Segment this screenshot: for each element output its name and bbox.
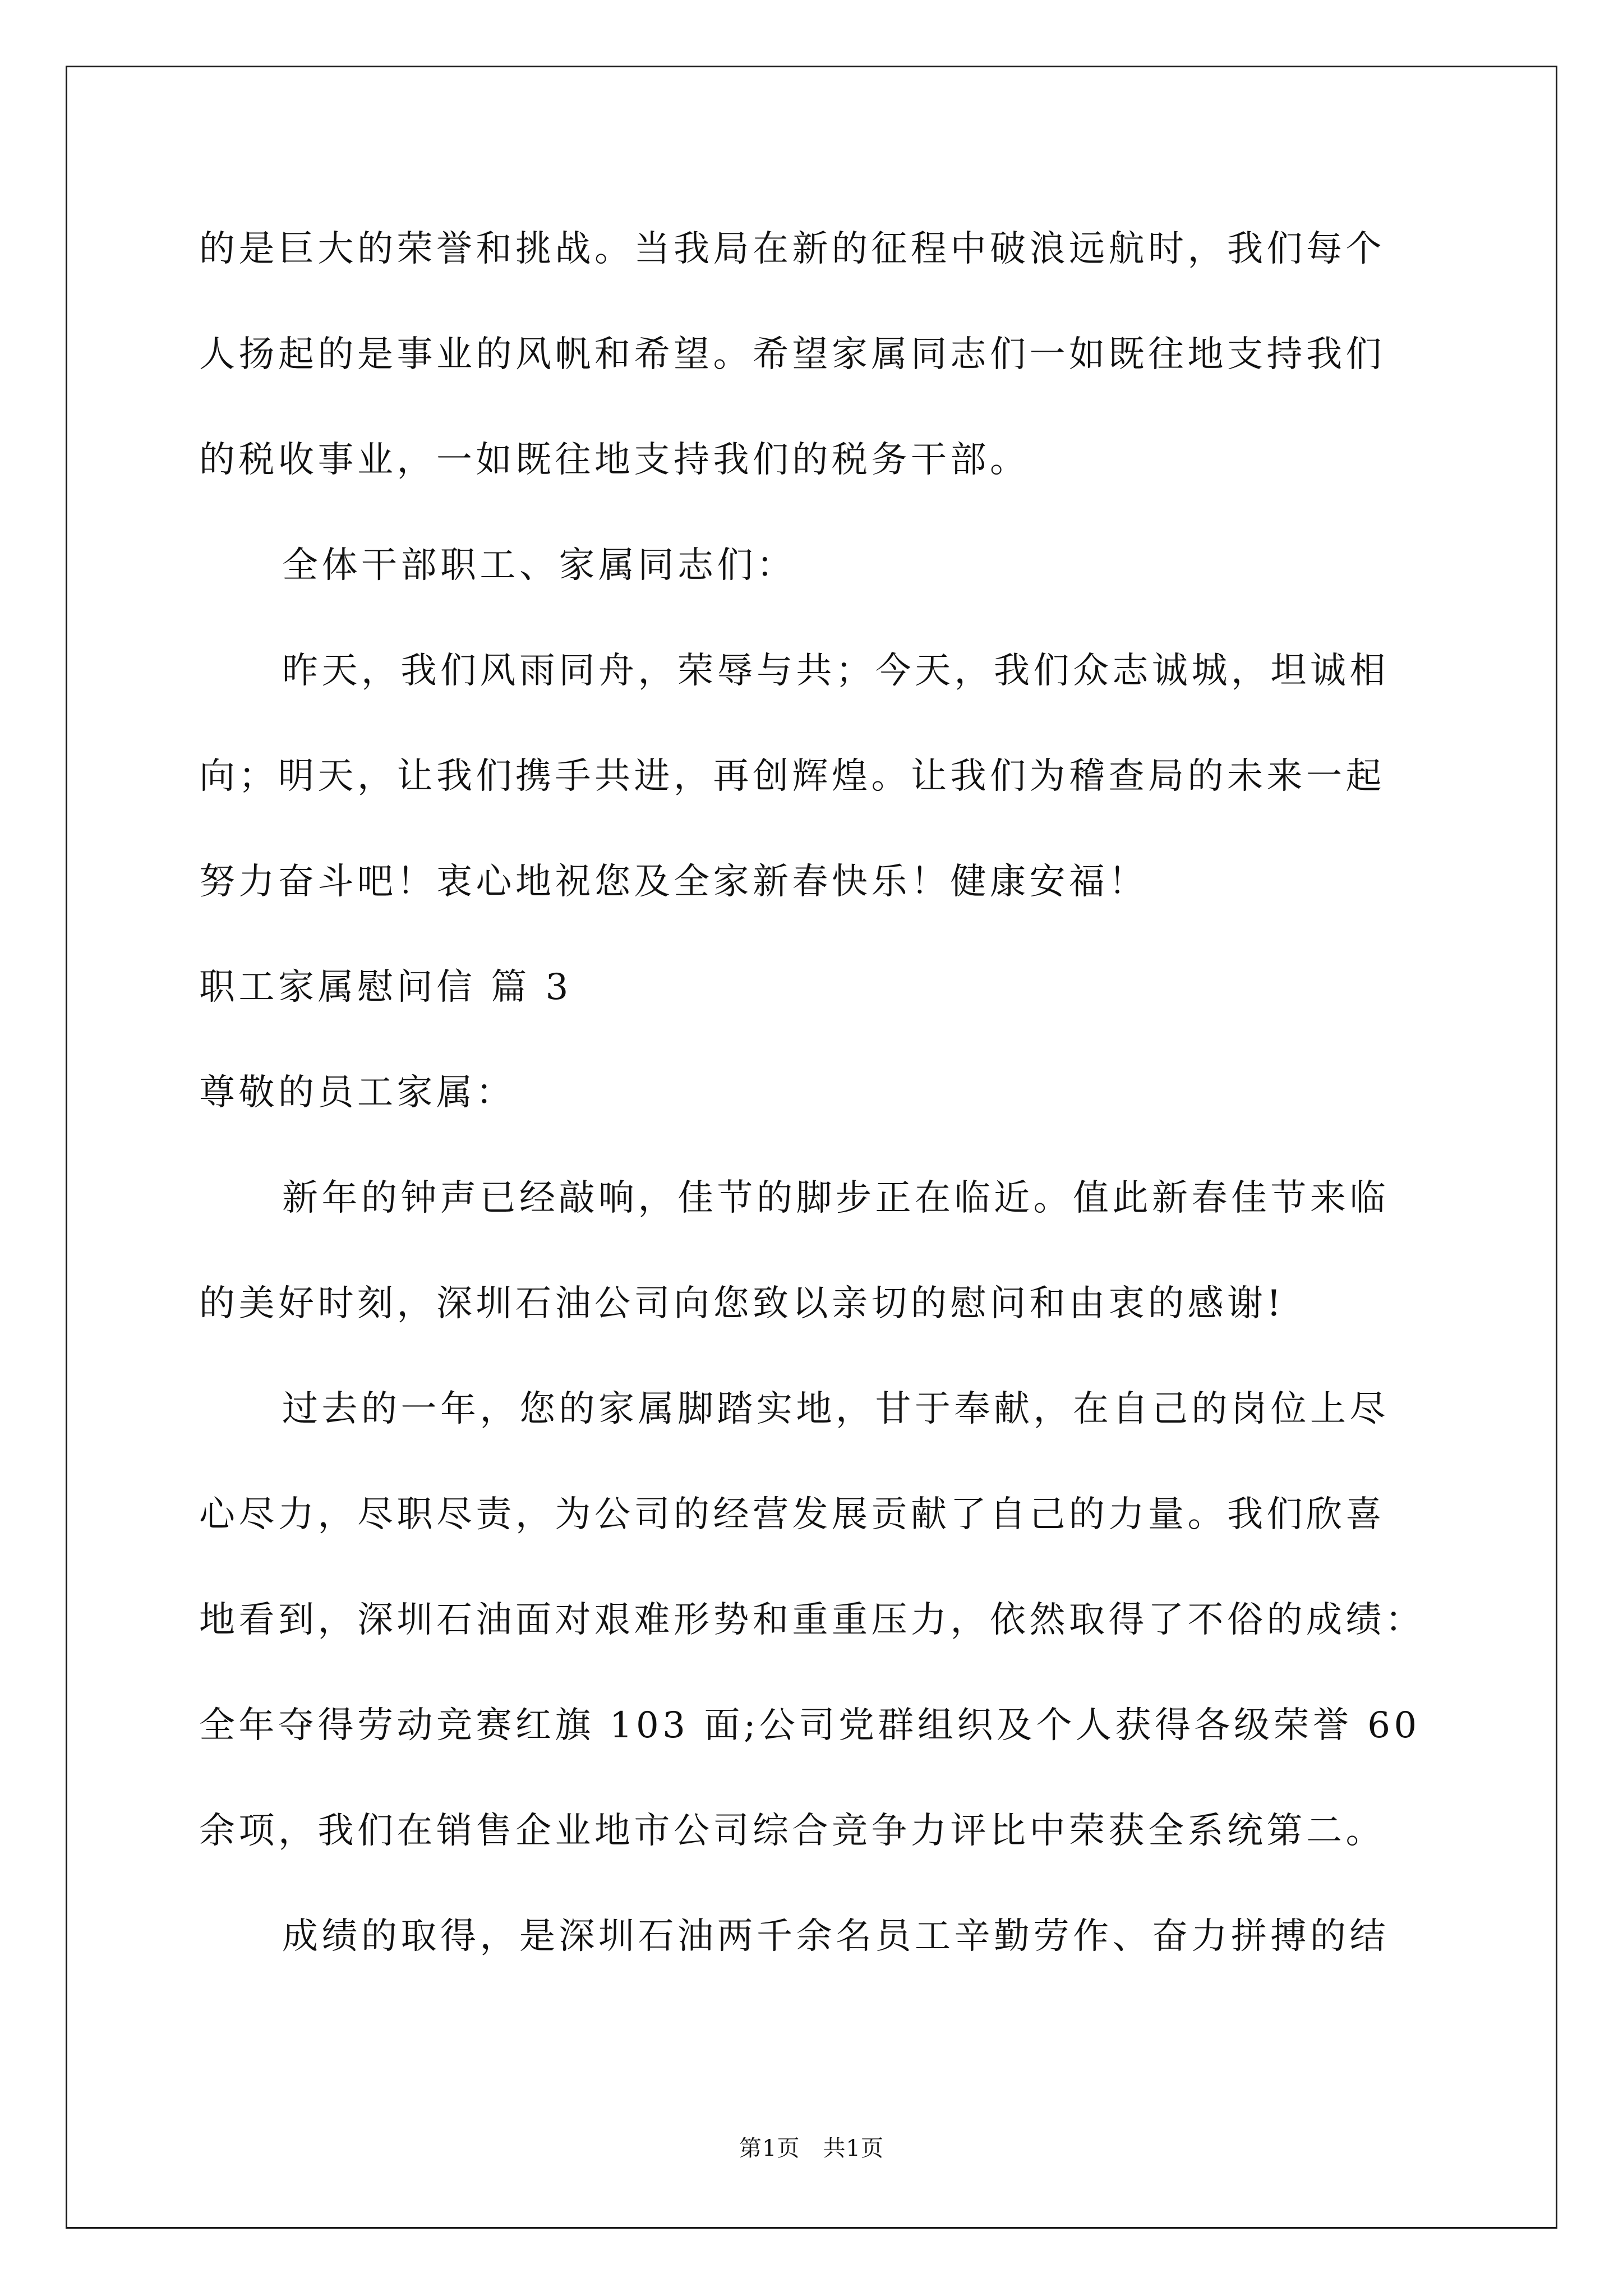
text-line-1: 的是巨大的荣誉和挑战。当我局在新的征程中破浪远航时，我们每个 xyxy=(199,228,1385,270)
text-line-6: 向；明天，让我们携手共进，再创辉煌。让我们为稽查局的未来一起 xyxy=(199,756,1385,797)
page-footer: 第1页 共1页 xyxy=(739,2136,884,2161)
greeting-line: 尊敬的员工家属： xyxy=(199,1072,515,1114)
text-line-5: 昨天，我们风雨同舟，荣辱与共；今天，我们众志诚城，坦诚相 xyxy=(282,650,1389,692)
text-line-13: 心尽力，尽职尽责，为公司的经营发展贡献了自己的力量。我们欣喜 xyxy=(199,1494,1385,1535)
salutation-line: 全体干部职工、家属同志们： xyxy=(282,545,796,586)
text-line-3: 的税收事业，一如既往地支持我们的税务干部。 xyxy=(199,439,1030,481)
text-line-10: 新年的钟声已经敲响，佳节的脚步正在临近。值此新春佳节来临 xyxy=(282,1177,1389,1219)
text-line-11: 的美好时刻，深圳石油公司向您致以亲切的慰问和由衷的感谢! xyxy=(199,1283,1285,1324)
text-line-17: 成绩的取得，是深圳石油两千余名员工辛勤劳作、奋力拼搏的结 xyxy=(282,1916,1389,1957)
text-line-14: 地看到，深圳石油面对艰难形势和重重压力，依然取得了不俗的成绩： xyxy=(199,1599,1425,1641)
text-line-2: 人扬起的是事业的风帆和希望。希望家属同志们一如既往地支持我们 xyxy=(199,334,1385,375)
text-line-12: 过去的一年，您的家属脚踏实地，甘于奉献，在自己的岗位上尽 xyxy=(282,1388,1389,1430)
page-border xyxy=(66,66,1557,2229)
text-line-7: 努力奋斗吧！衷心地祝您及全家新春快乐！健康安福！ xyxy=(199,861,1148,903)
text-line-15: 全年夺得劳动竞赛红旗 103 面;公司党群组织及个人获得各级荣誉 60 xyxy=(199,1705,1421,1746)
section-heading: 职工家属慰问信 篇 3 xyxy=(199,967,572,1008)
text-line-16: 余项，我们在销售企业地市公司综合竞争力评比中荣获全系统第二。 xyxy=(199,1810,1385,1852)
